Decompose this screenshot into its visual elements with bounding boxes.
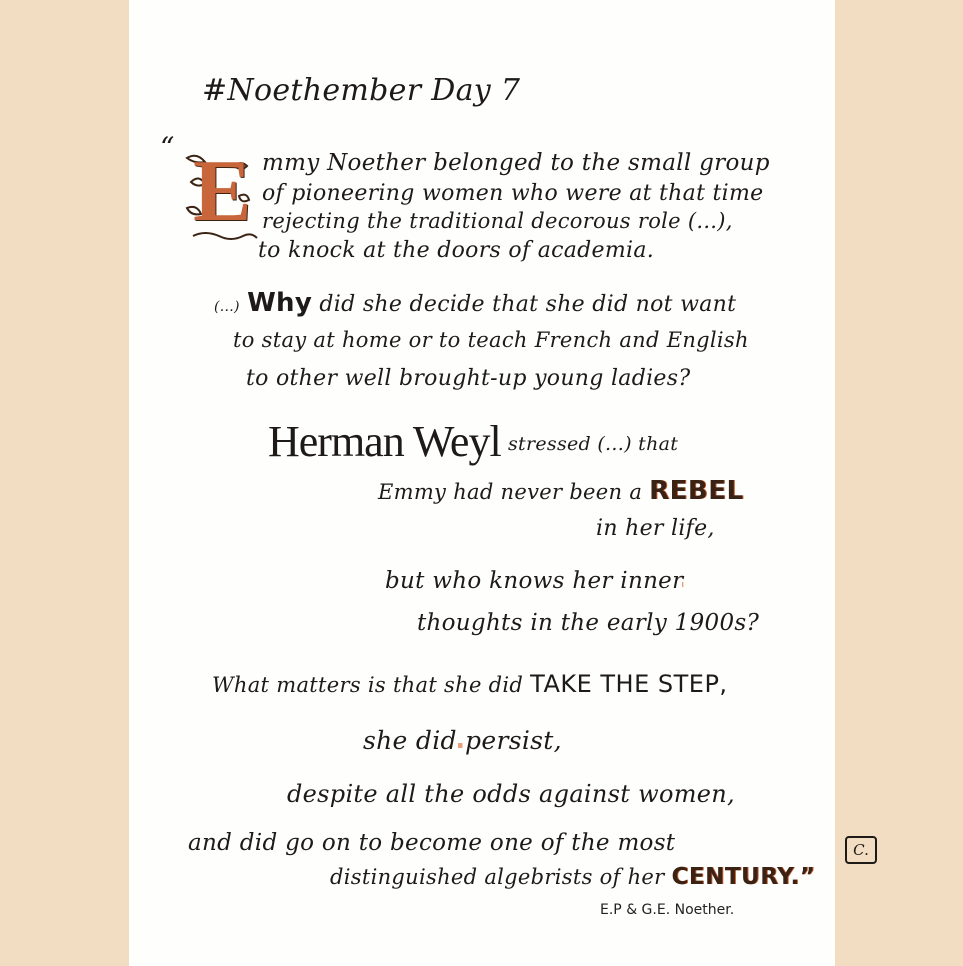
p4-line-2-text: she <box>363 726 408 755</box>
dropcap-letter: E <box>193 143 252 240</box>
page-title: #Noethember Day 7 <box>202 73 521 108</box>
p3-line-5 <box>417 612 759 635</box>
p2-line-1 <box>214 290 736 316</box>
p4-line-2 <box>363 728 562 753</box>
p3-line-3: in her life, <box>596 516 715 541</box>
p3-line-2 <box>378 478 744 504</box>
did-persist: did persist, <box>415 726 562 755</box>
p1-line-1: mmy Noether belonged to the small group <box>262 150 770 176</box>
p3-line-4-text: but who knows her <box>385 568 613 594</box>
thoughts-word: thoughts <box>417 610 523 636</box>
why-word: Why <box>247 288 313 318</box>
illuminated-dropcap <box>183 143 263 244</box>
take-the-step: TAKE THE STEP, <box>530 670 728 698</box>
rebel-word: REBEL <box>649 476 744 506</box>
inner-word: inner <box>620 568 684 594</box>
author-credit: E.P & G.E. Noether. <box>600 902 735 918</box>
p4-line-3: despite all the odds against women, <box>287 780 735 808</box>
p2-line-3: to other well brought-up young ladies? <box>246 366 691 391</box>
p3-line-5-text: in the early 1900s? <box>530 610 760 636</box>
p4-line-5 <box>330 866 815 889</box>
open-quote: “ <box>160 131 175 164</box>
p4-line-5-text: distinguished algebrists of her <box>330 865 665 889</box>
copyright-badge: C. <box>845 836 877 864</box>
ellipsis-prefix: (...) <box>214 299 240 315</box>
p4-line-1-text: What matters is that she did <box>212 673 524 697</box>
herman-weyl-name: Herman Weyl <box>268 417 501 466</box>
p4-line-4: and did go on to become one of the most <box>188 830 676 856</box>
p1-line-2: of pioneering women who were at that time <box>262 181 764 206</box>
p3-line-4 <box>385 570 683 593</box>
p1-line-3: rejecting the traditional decorous role (...), <box>262 209 733 233</box>
p4-line-1 <box>212 672 728 696</box>
p2-line-2: to stay at home or to teach French and English <box>233 328 749 352</box>
p3-line-1 <box>268 417 679 466</box>
century-word: CENTURY.” <box>671 864 816 890</box>
p3-line-2-text: Emmy had never been a <box>378 480 643 504</box>
p3-line-1-text: stressed (...) that <box>507 433 679 455</box>
p1-line-4: to knock at the doors of academia. <box>258 238 655 263</box>
p2-line-1-text: did she decide that she did not want <box>319 292 737 317</box>
